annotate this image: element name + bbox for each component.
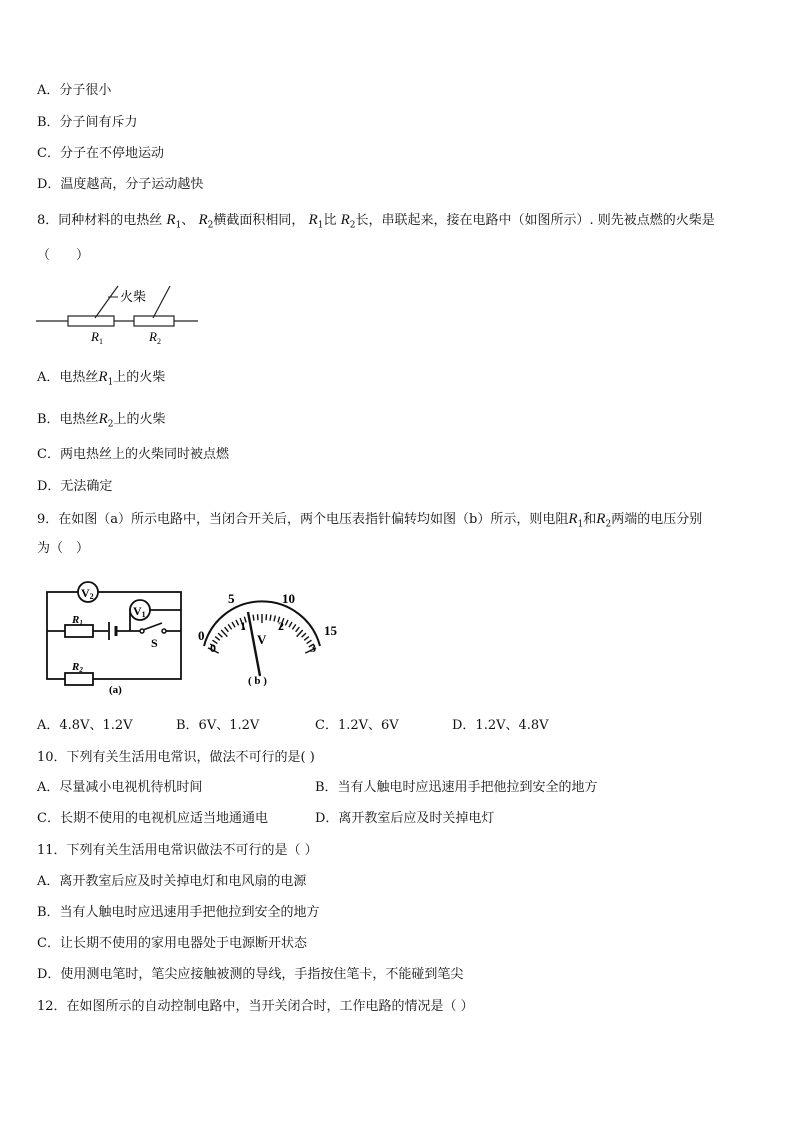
dial-tick: [292, 624, 295, 629]
r2-label: $R_2$: [149, 329, 161, 346]
q9-stem: 9．在如图（a）所示电路中，当闭合开关后，两个电压表指针偏转均如图（b）所示，则电阻$R_1$和$R_2$两端的电压分别: [37, 511, 703, 530]
svg-text:V: V: [257, 632, 267, 647]
svg-text:( b ): ( b ): [248, 675, 267, 687]
q9-voltmeter-dial-b: [190, 588, 350, 688]
dial-tick: [302, 633, 306, 637]
svg-text:2: 2: [278, 619, 284, 633]
q8-option-c[interactable]: C．两电热丝上的火柴同时被点燃: [37, 447, 229, 462]
svg-text:3: 3: [310, 641, 316, 655]
dial-tick: [304, 637, 309, 641]
resistor-r1: [68, 316, 114, 326]
svg-text:10: 10: [282, 591, 295, 606]
dial-tick: [297, 630, 303, 637]
q9-option-b[interactable]: B．6V、1.2V: [176, 718, 260, 733]
svg-text:R2: R2: [72, 661, 83, 674]
resistor-r2: [65, 673, 93, 685]
q11-option-b[interactable]: B．当有人触电时应迅速用手把他拉到安全的地方: [37, 905, 320, 920]
q12-stem: 12．在如图所示的自动控制电路中，当开关闭合时，工作电路的情况是（ ）: [37, 999, 474, 1014]
q9-option-a[interactable]: A．4.8V、1.2V: [37, 718, 133, 733]
svg-text:S: S: [151, 636, 158, 650]
dial-tick: [289, 622, 292, 627]
q9-circuit-figure-a: [40, 578, 190, 698]
match-1: [95, 286, 118, 318]
q9-option-c[interactable]: C．1.2V、6V: [315, 718, 399, 733]
svg-text:0: 0: [210, 641, 216, 655]
dial-tick: [285, 620, 288, 625]
dial-tick: [228, 624, 231, 629]
q8-stem: 8．同种材料的电热丝 $R_1$、 $R_2$横截面积相同， $R_1$比 $R_2$长，串联起来，接在电路中（如图所示）. 则先被点燃的火柴是: [37, 212, 715, 231]
q11-option-a[interactable]: A．离开教室后应及时关掉电灯和电风扇的电源: [37, 874, 307, 889]
q8-option-b[interactable]: B．电热丝$R_2$上的火柴: [37, 411, 166, 430]
q10-option-b[interactable]: B．当有人触电时应迅速用手把他拉到安全的地方: [315, 780, 598, 795]
q10-option-a[interactable]: A．尽量减小电视机待机时间: [37, 780, 203, 795]
q9-option-d[interactable]: D．1.2V、4.8V: [452, 718, 549, 733]
match-label: 火柴: [120, 290, 147, 305]
q10-option-c[interactable]: C．长期不使用的电视机应适当地通通电: [37, 811, 268, 826]
svg-text:R1: R1: [72, 614, 83, 627]
dial-tick: [232, 622, 235, 627]
q11-option-d[interactable]: D．使用测电笔时，笔尖应接触被测的导线，手指按住笔卡，不能碰到笔尖: [37, 967, 464, 982]
svg-text:0: 0: [198, 628, 205, 643]
dial-tick: [270, 615, 271, 621]
q11-option-c[interactable]: C．让长期不使用的家用电器处于电源断开状态: [37, 936, 307, 951]
r1-label: $R_1$: [91, 329, 103, 346]
q8-option-a[interactable]: A．电热丝$R_1$上的火柴: [37, 369, 166, 388]
svg-text:15: 15: [324, 623, 337, 638]
q7-option-b[interactable]: B．分子间有斥力: [37, 115, 138, 130]
q7-option-a[interactable]: A．分子很小: [37, 83, 112, 98]
resistor-r2: [134, 316, 174, 326]
svg-text:V1: V1: [133, 604, 146, 619]
q8-option-d[interactable]: D．无法确定: [37, 479, 113, 494]
dial-tick: [215, 637, 220, 641]
q7-option-d[interactable]: D．温度越高，分子运动越快: [37, 177, 204, 192]
svg-text:5: 5: [228, 591, 235, 606]
dial-tick: [225, 627, 229, 632]
dial-tick: [296, 627, 300, 632]
dial-tick: [221, 630, 227, 637]
svg-text:(a): (a): [109, 684, 122, 696]
match-2: [153, 286, 170, 318]
svg-text:V2: V2: [81, 586, 94, 601]
dial-tick: [236, 620, 239, 625]
q8-circuit-figure: [36, 280, 202, 350]
q9-stem-cont: 为（ ）: [37, 541, 90, 556]
q11-stem: 11．下列有关生活用电常识做法不可行的是（ ）: [37, 843, 318, 858]
q10-stem: 10．下列有关生活用电常识，做法不可行的是( ): [37, 750, 315, 765]
q8-answer-paren: （ ）: [37, 248, 90, 263]
switch-contact: [162, 629, 166, 633]
q7-option-c[interactable]: C．分子在不停地运动: [37, 146, 164, 161]
q10-option-d[interactable]: D．离开教室后应及时关掉电灯: [315, 811, 495, 826]
dial-tick: [274, 616, 275, 622]
dial-tick: [253, 615, 254, 621]
svg-text:1: 1: [240, 619, 246, 633]
dial-tick: [218, 633, 222, 637]
